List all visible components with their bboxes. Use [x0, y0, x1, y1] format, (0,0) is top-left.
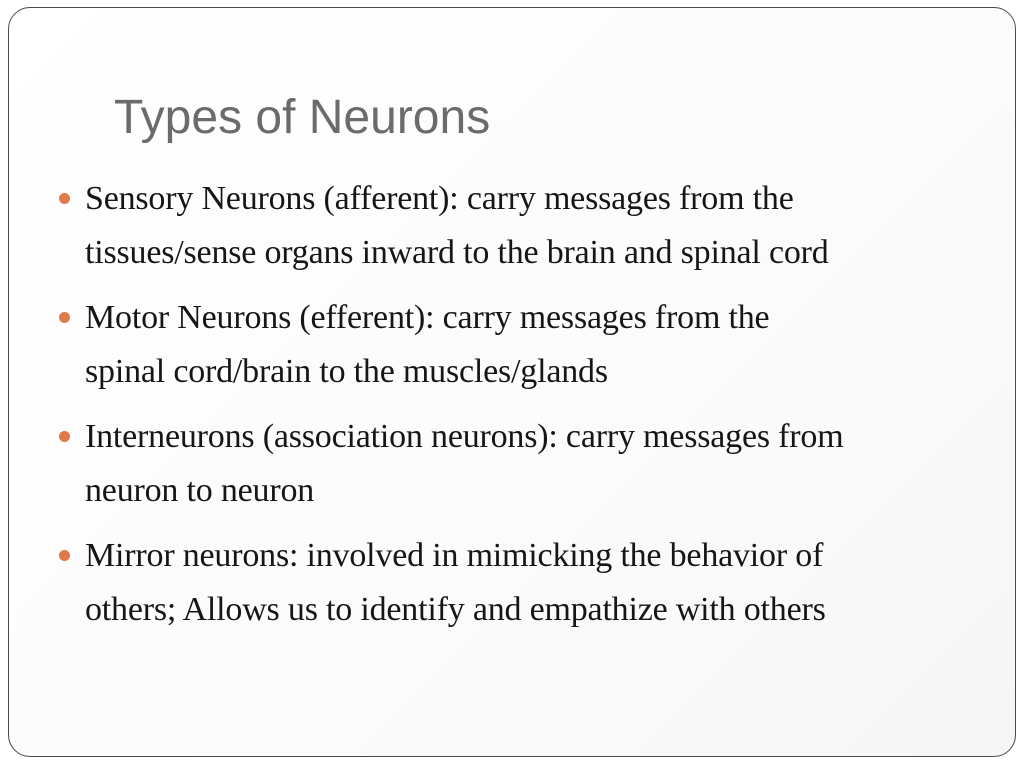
bullet-item-motor-neurons: [9, 291, 1016, 399]
bullet-item-mirror-neurons: [9, 529, 1016, 637]
bullet-icon: [59, 431, 70, 442]
bullet-text-line: Mirror neurons: involved in mimicking the behavior of: [85, 537, 824, 574]
bullet-text-line: Motor Neurons (efferent): carry messages from the: [85, 299, 770, 336]
bullet-text-line: tissues/sense organs inward to the brain and spinal cord: [85, 234, 829, 271]
slide-title: Types of Neurons: [114, 91, 491, 144]
bullet-icon: [59, 550, 70, 561]
bullet-icon: [59, 193, 70, 204]
bullet-item-interneurons: [9, 410, 1016, 518]
bullet-text-line: Interneurons (association neurons): carry messages from: [85, 418, 844, 455]
bullet-list: [9, 172, 1016, 648]
bullet-text-line: neuron to neuron: [85, 472, 315, 509]
bullet-item-sensory-neurons: [9, 172, 1016, 280]
bullet-text-line: others; Allows us to identify and empathize with others: [85, 591, 826, 628]
bullet-icon: [59, 312, 70, 323]
bullet-text-line: Sensory Neurons (afferent): carry messages from the: [85, 180, 794, 217]
bullet-text-line: spinal cord/brain to the muscles/glands: [85, 353, 608, 390]
slide: [8, 7, 1016, 757]
